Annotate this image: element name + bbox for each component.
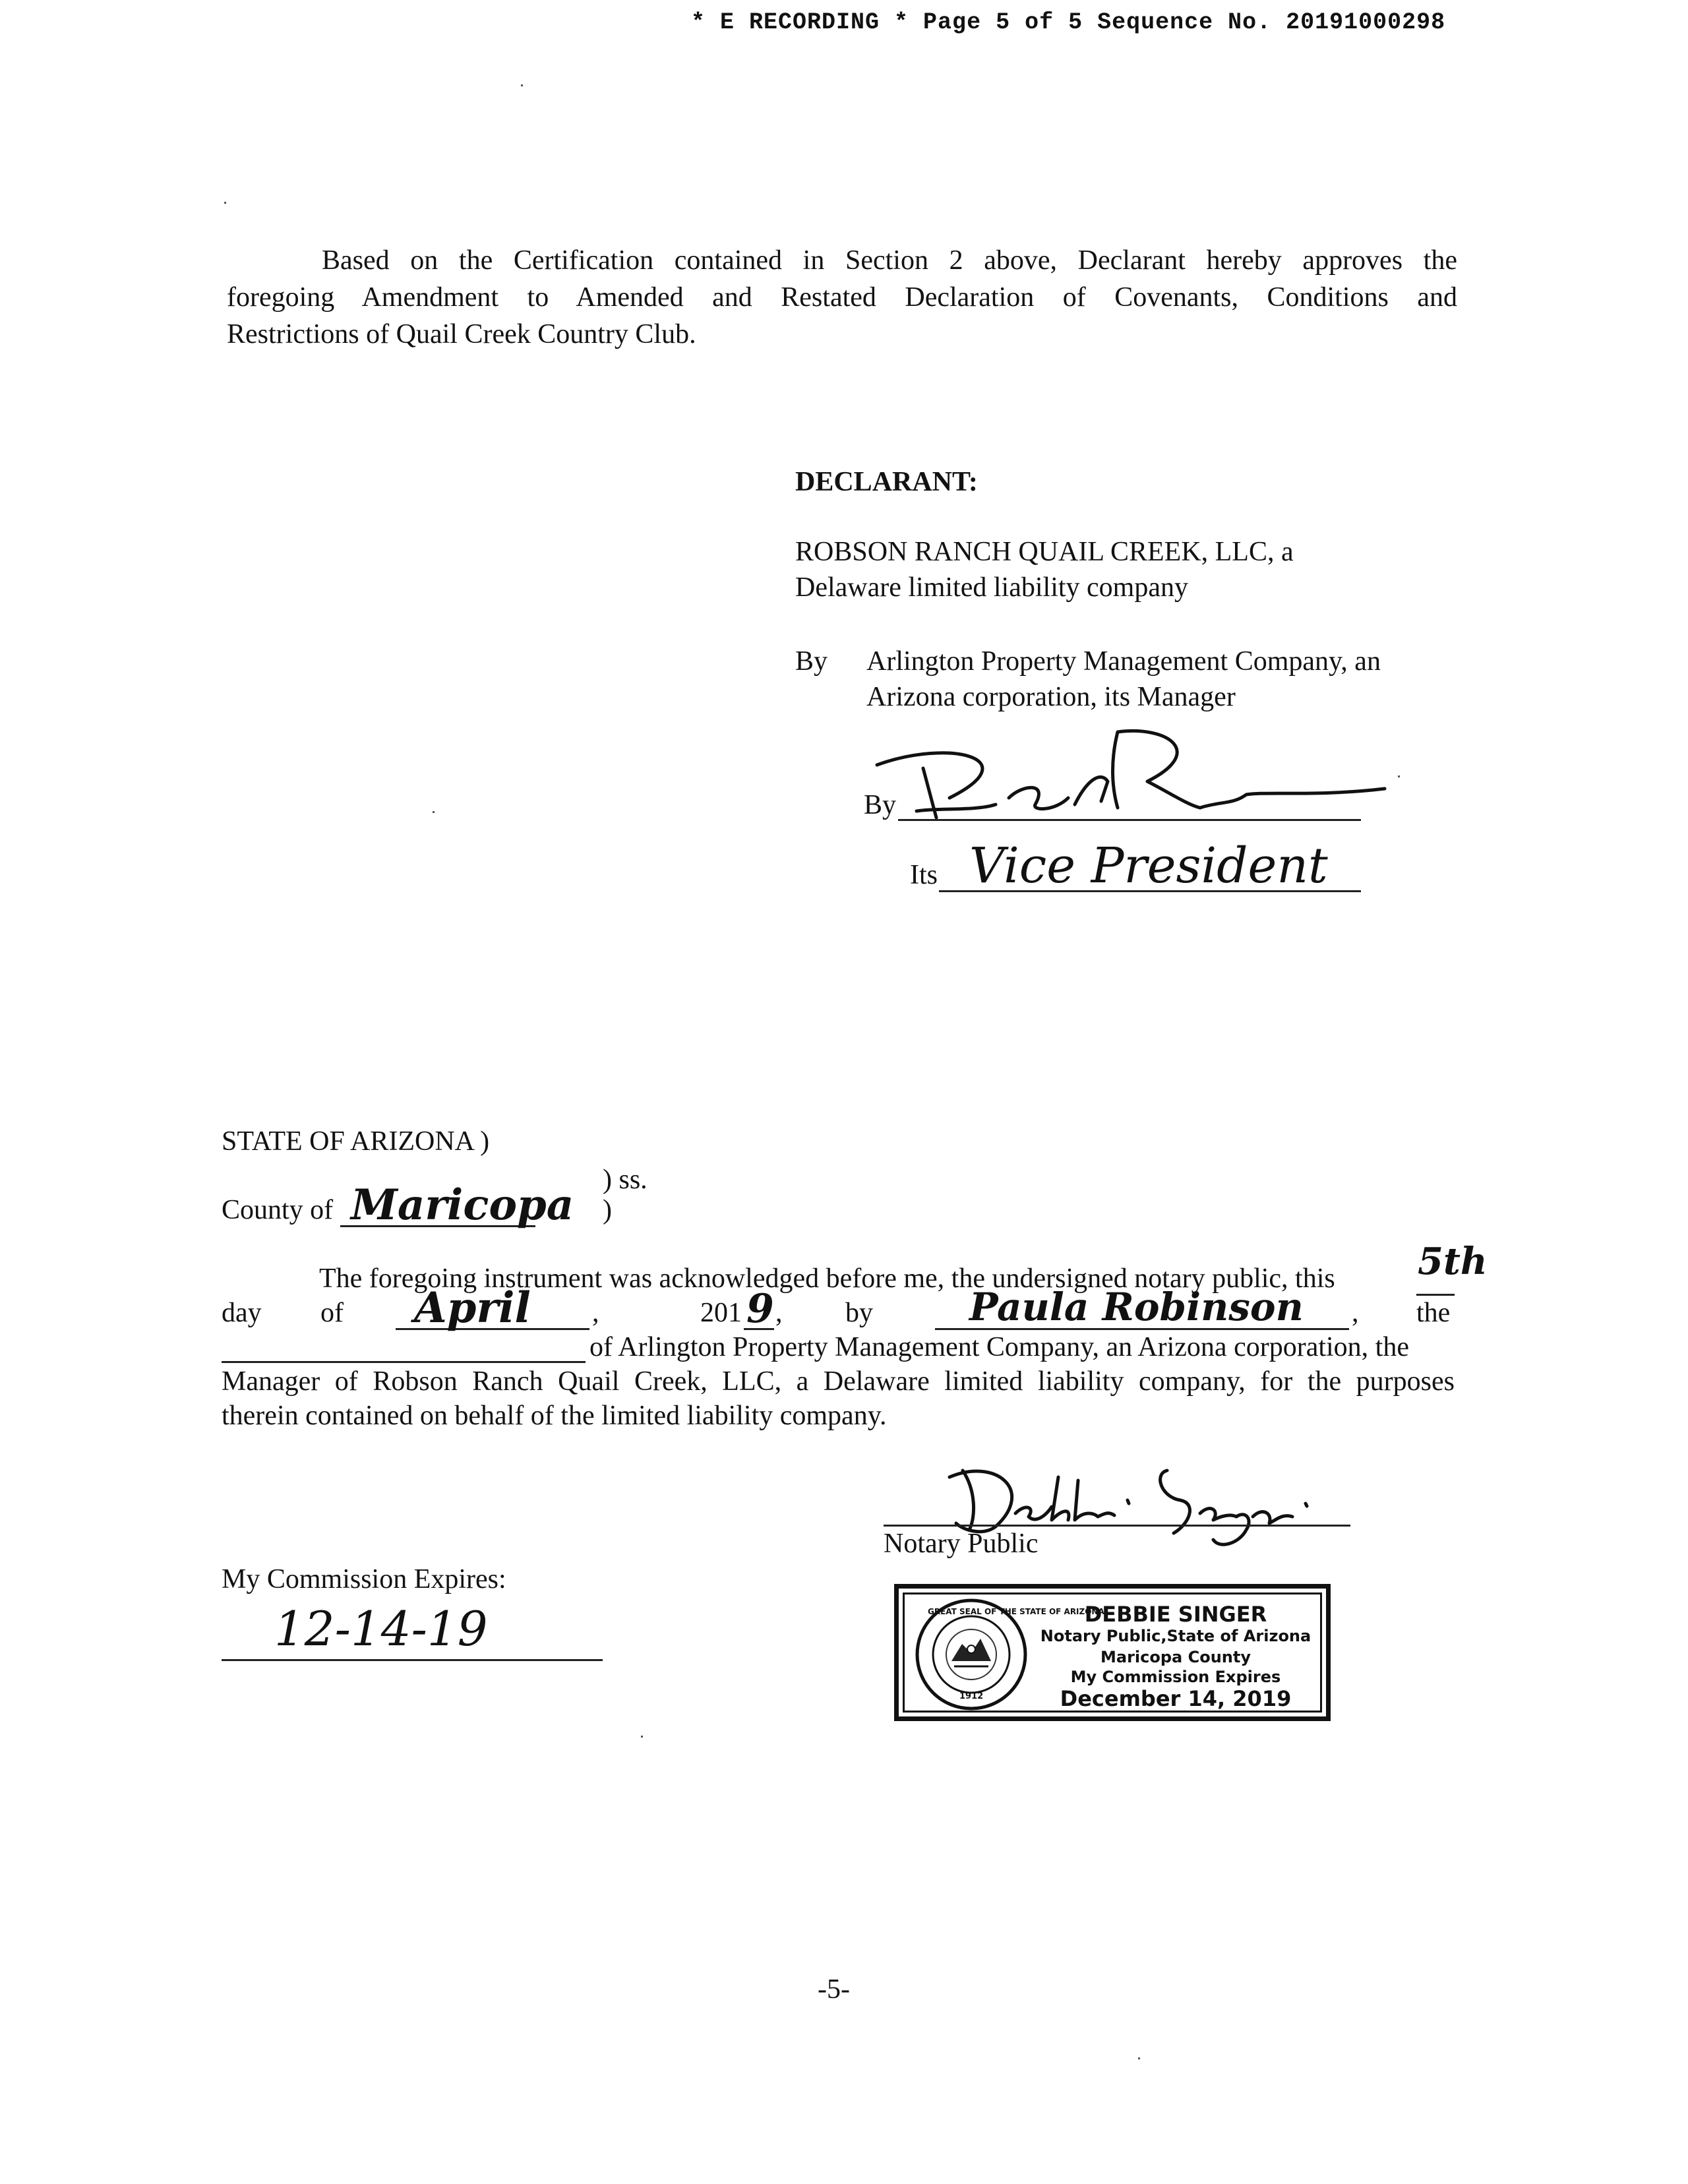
title-blank-line (222, 1361, 586, 1363)
commission-expires-label: My Commission Expires: (222, 1564, 506, 1594)
seal-ring-text: GREAT SEAL OF THE STATE OF ARIZONA (928, 1607, 1104, 1616)
paragraph-line-1: Based on the Certification contained in Section 2 above, Declarant hereby approves the (322, 245, 1457, 276)
ack-line-4: Manager of Robson Ranch Quail Creek, LLC, a Delaware limited liability company, for the purposes (222, 1366, 1455, 1397)
scan-speck (224, 202, 226, 204)
ack-line-3: of Arlington Property Management Company, an Arizona corporation, the (589, 1332, 1409, 1362)
county-value-handwritten: Maricopa (351, 1180, 574, 1230)
declarant-company-line-2: Delaware limited liability company (795, 572, 1188, 603)
ack-year-comma: , (775, 1298, 783, 1328)
stamp-commission-label: My Commission Expires (1070, 1668, 1281, 1686)
declarant-heading: DECLARANT: (795, 467, 978, 497)
seal-year: 1912 (959, 1691, 984, 1701)
officer-signature (857, 719, 1398, 831)
stamp-expiry-date: December 14, 2019 (1060, 1686, 1292, 1711)
stamp-county: Maricopa County (1100, 1648, 1251, 1666)
paragraph-line-2: foregoing Amendment to Amended and Restated Declaration of Covenants, Conditions and (227, 282, 1457, 313)
county-close-paren: ) (603, 1195, 612, 1225)
its-label: Its (910, 860, 938, 890)
ack-line-1: The foregoing instrument was acknowledged before me, the undersigned notary public, this (319, 1263, 1335, 1294)
stamp-title: Notary Public,State of Arizona (1040, 1627, 1311, 1645)
signature-by-label: By (864, 790, 897, 820)
name-handwritten: Paula Robinson (969, 1285, 1304, 1329)
ack-name-comma: , (1352, 1298, 1359, 1328)
ack-of-word: of (320, 1298, 344, 1328)
notary-stamp (894, 1584, 1331, 1721)
its-value-handwritten: Vice President (969, 837, 1328, 894)
scan-speck (641, 1736, 643, 1738)
by-label: By (795, 646, 828, 677)
scan-speck (1398, 775, 1400, 777)
paragraph-line-3: Restrictions of Quail Creek Country Club. (227, 319, 696, 349)
ack-month-comma: , (592, 1298, 599, 1328)
ack-line-5: therein contained on behalf of the limited liability company. (222, 1401, 887, 1431)
manager-line-2: Arizona corporation, its Manager (866, 682, 1236, 712)
year-digit-handwritten: 9 (746, 1286, 774, 1332)
month-handwritten: April (414, 1283, 531, 1333)
day-handwritten: 5th (1418, 1240, 1488, 1283)
ack-the-word: the (1416, 1298, 1451, 1328)
page-number: -5- (818, 1974, 850, 2005)
ack-year-prefix: 201 (700, 1298, 742, 1328)
state-line: STATE OF ARIZONA ) (222, 1126, 490, 1157)
manager-line-1: Arlington Property Management Company, an (866, 646, 1381, 677)
ack-day-word: day (222, 1298, 262, 1328)
commission-date-line (222, 1659, 603, 1661)
ack-by-word: by (845, 1298, 873, 1328)
commission-date-handwritten: 12-14-19 (274, 1601, 488, 1656)
scan-speck (1138, 2057, 1140, 2059)
ss-line: ) ss. (603, 1165, 648, 1195)
scan-speck (521, 84, 523, 86)
recording-header: * E RECORDING * Page 5 of 5 Sequence No. 20191000298 (691, 9, 1446, 36)
stamp-name: DEBBIE SINGER (1084, 1602, 1267, 1627)
scan-speck (433, 811, 435, 813)
notary-public-label: Notary Public (884, 1529, 1039, 1559)
county-label: County of (222, 1195, 334, 1225)
declarant-company-line-1: ROBSON RANCH QUAIL CREEK, LLC, a (795, 537, 1294, 567)
